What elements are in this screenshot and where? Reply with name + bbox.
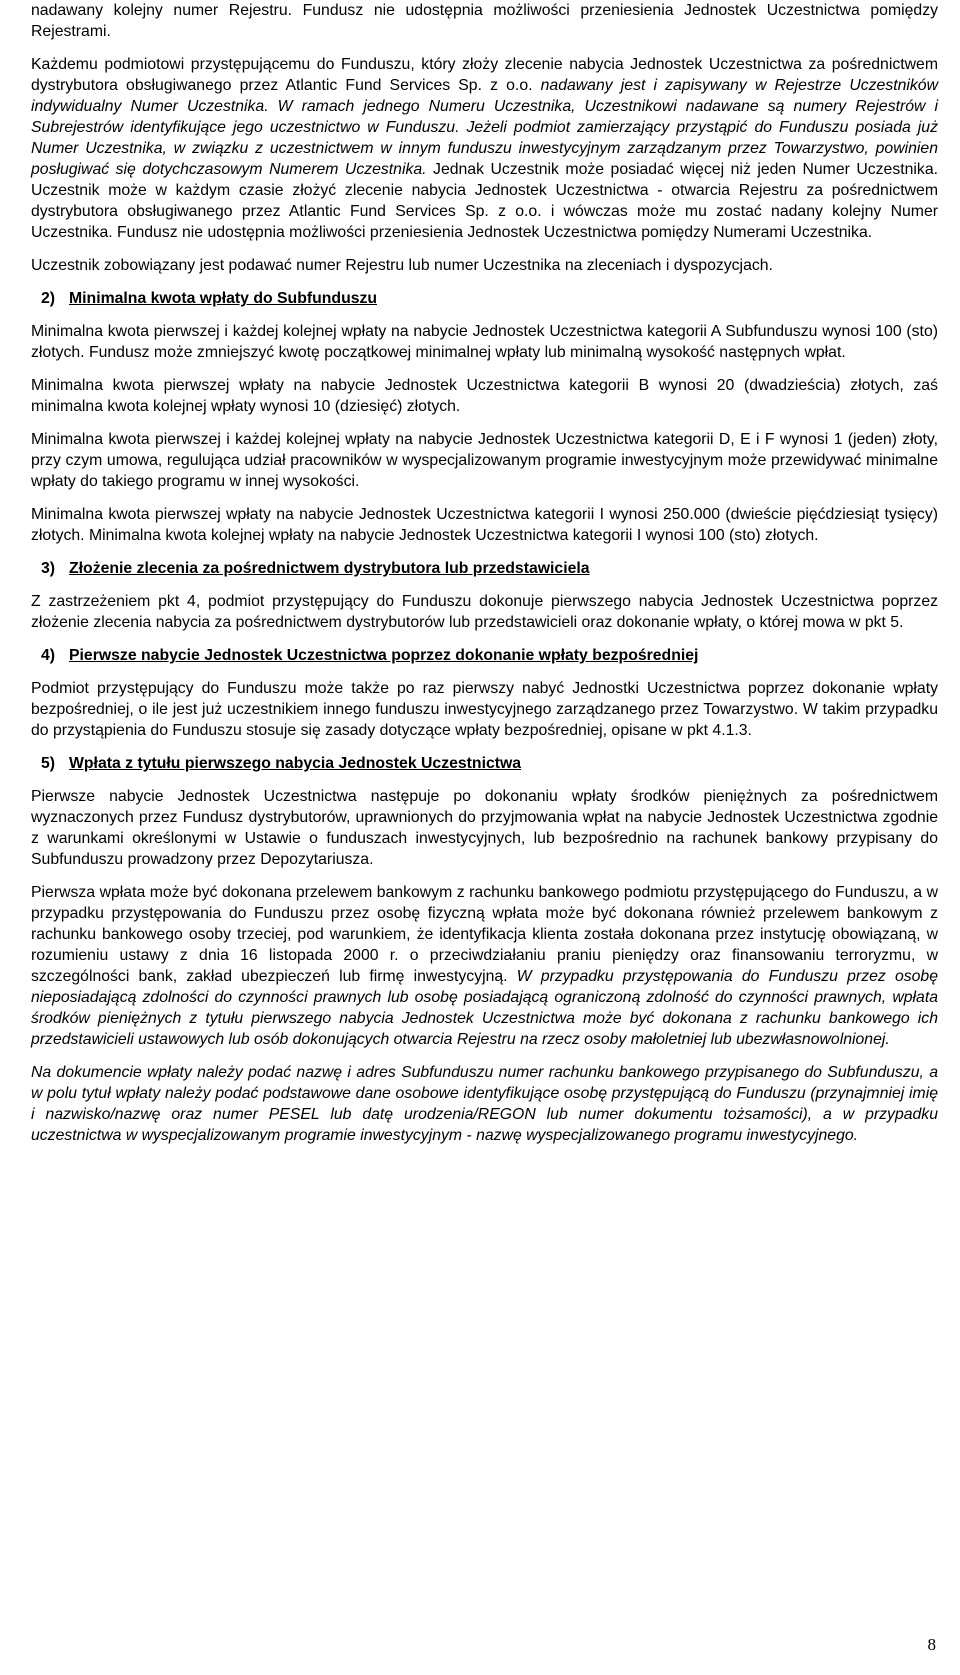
- section-title: Złożenie zlecenia za pośrednictwem dystrybutora lub przedstawiciela: [69, 560, 590, 577]
- paragraph: Na dokumencie wpłaty należy podać nazwę i adres Subfunduszu numer rachunku bankowego przypisanego do Subfunduszu, a w polu tytuł wpłaty należy podać podstawowe dane osobowe identyfikujące osobę przystępującą do Funduszu (przynajmniej imię i nazwisko/nazwę oraz numer PESEL lub datę urodzenia/REGON lub numer dokumentu tożsamości), a w przypadku uczestnictwa w wyspecjalizowanym programie inwestycyjnym - nazwę wyspecjalizowanego programu inwestycyjnego.: [31, 1064, 938, 1144]
- section-number: 5): [41, 755, 56, 772]
- text-span: Jednak Uczestnik może posiadać więcej niż jeden Numer Uczestnika. Uczestnik może w każdym czasie złożyć zlecenie nabycia Jednostek Uczestnictwa - otwarcia Rejestru za pośrednictwem dystrybutora obsługiwanego przez Atlantic Fund Services Sp. z o.o. i wówczas może mu zostać nadany kolejny Numer Uczestnika. Fundusz nie udostępnia możliwości przeniesienia Jednostek Uczestnictwa pomiędzy Numerami Uczestnika.: [31, 161, 938, 241]
- text-span: Każdemu podmiotowi przystępującemu do Funduszu, który złoży zlecenie nabycia Jednostek Uczestnictwa za pośrednictwem dystrybutora obsługiwanego przez Atlantic Fund Services Sp. z o.o.: [31, 56, 938, 94]
- paragraph-participant-number: [31, 54, 938, 243]
- paragraph: Z zastrzeżeniem pkt 4, podmiot przystępujący do Funduszu dokonuje pierwszego nabycia Jednostek Uczestnictwa poprzez złożenie zlecenia nabycia za pośrednictwem dystrybutorów lub przedstawicieli oraz dokonanie wpłaty, o której mowa w pkt 5.: [31, 593, 938, 631]
- paragraph: Minimalna kwota pierwszej i każdej kolejnej wpłaty na nabycie Jednostek Uczestnictwa kategorii A Subfunduszu wynosi 100 (sto) złotych. Fundusz może zmniejszyć kwotę początkowej minimalnej wpłaty lub minimalną wysokość następnych wpłat.: [31, 323, 938, 361]
- paragraph-continuation: nadawany kolejny numer Rejestru. Fundusz nie udostępnia możliwości przeniesienia Jednostek Uczestnictwa pomiędzy Rejestrami.: [31, 2, 938, 40]
- section-heading-3: [31, 558, 938, 579]
- section-title: Minimalna kwota wpłaty do Subfunduszu: [69, 290, 378, 307]
- section-heading-5: [31, 753, 938, 774]
- paragraph: Minimalna kwota pierwszej i każdej kolejnej wpłaty na nabycie Jednostek Uczestnictwa kategorii D, E i F wynosi 1 (jeden) złoty, przy czym umowa, regulująca udział pracowników w wyspecjalizowanym programie inwestycyjnym może przewidywać minimalne wpłaty do takiego programu w innej wysokości.: [31, 431, 938, 490]
- section-heading-4: [31, 645, 938, 666]
- text-span-italic: W przypadku przystępowania do Funduszu przez osobę nieposiadającą zdolności do czynności prawnych lub osobę posiadającą ograniczoną zdolność do czynności prawnych, wpłata środków pieniężnych z tytułu pierwszego nabycia Jednostek Uczestnictwa może być dokonana z rachunku bankowego ich przedstawicieli ustawowych lub osób dokonujących otwarcia Rejestru na rzecz osoby małoletniej lub ubezwłasnowolnionej.: [31, 968, 938, 1048]
- paragraph: Pierwsze nabycie Jednostek Uczestnictwa następuje po dokonaniu wpłaty środków pieniężnych za pośrednictwem wyznaczonych przez Fundusz dystrybutorów, uprawnionych do przyjmowania wpłat na nabycie Jednostek Uczestnictwa zgodnie z warunkami określonymi w Ustawie o funduszach inwestycyjnych, lub bezpośrednio na rachunek bankowy przypisany do Subfunduszu prowadzony przez Depozytariusza.: [31, 788, 938, 868]
- paragraph: [31, 882, 938, 1050]
- section-number: 2): [41, 290, 56, 307]
- section-title: Wpłata z tytułu pierwszego nabycia Jednostek Uczestnictwa: [69, 755, 522, 772]
- text-span-italic: Jeżeli podmiot zamierzający przystąpić do Funduszu posiada już Numer Uczestnika, w związku z uczestnictwem w innym funduszu inwestycyjnym zarządzanym przez Towarzystwo, powinien posługiwać się dotychczasowym Numerem Uczestnika.: [31, 119, 938, 178]
- section-heading-2: [31, 288, 938, 309]
- section-title: Pierwsze nabycie Jednostek Uczestnictwa poprzez dokonanie wpłaty bezpośredniej: [69, 647, 699, 664]
- section-number: 4): [41, 647, 56, 664]
- page-number: 8: [927, 1635, 936, 1654]
- text-span-italic: W ramach jednego Numeru Uczestnika, Uczestnikowi nadawane są numery Rejestrów i Subrejestrów identyfikujące jego uczestnictwo w Funduszu.: [31, 98, 938, 136]
- text-span-italic: nadawany jest i zapisywany w Rejestrze Uczestników indywidualny Numer Uczestnika.: [31, 77, 939, 115]
- text-span: Pierwsza wpłata może być dokonana przelewem bankowym z rachunku bankowego podmiotu przystępującego do Funduszu, a w przypadku przystępowania do Funduszu przez osobę fizyczną wpłata może być dokonana również przelewem bankowym z rachunku bankowego osoby trzeciej, pod warunkiem, że identyfikacja klienta została dokonana przez instytucję obowiązaną, w rozumieniu ustawy z dnia 16 listopada 2000 r. o przeciwdziałaniu praniu pieniędzy oraz finansowaniu terroryzmu, w szczególności bank, zakład ubezpieczeń lub firmę inwestycyjną.: [31, 884, 938, 985]
- paragraph: Minimalna kwota pierwszej wpłaty na nabycie Jednostek Uczestnictwa kategorii I wynosi 250.000 (dwieście pięćdziesiąt tysięcy) złotych. Minimalna kwota kolejnej wpłaty na nabycie Jednostek Uczestnictwa kategorii I wynosi 100 (sto) złotych.: [31, 506, 938, 544]
- paragraph-obligation: Uczestnik zobowiązany jest podawać numer Rejestru lub numer Uczestnika na zleceniach i dyspozycjach.: [31, 257, 773, 274]
- paragraph: Minimalna kwota pierwszej wpłaty na nabycie Jednostek Uczestnictwa kategorii B wynosi 20 (dwadzieścia) złotych, zaś minimalna kwota kolejnej wpłaty wynosi 10 (dziesięć) złotych.: [31, 377, 938, 415]
- section-number: 3): [41, 560, 56, 577]
- paragraph: Podmiot przystępujący do Funduszu może także po raz pierwszy nabyć Jednostki Uczestnictwa poprzez dokonanie wpłaty bezpośredniej, o ile jest już uczestnikiem innego funduszu inwestycyjnego zarządzanego przez Towarzystwo. W takim przypadku do przystąpienia do Funduszu stosuje się zasady dotyczące wpłaty bezpośredniej, opisane w pkt 4.1.3.: [31, 680, 938, 739]
